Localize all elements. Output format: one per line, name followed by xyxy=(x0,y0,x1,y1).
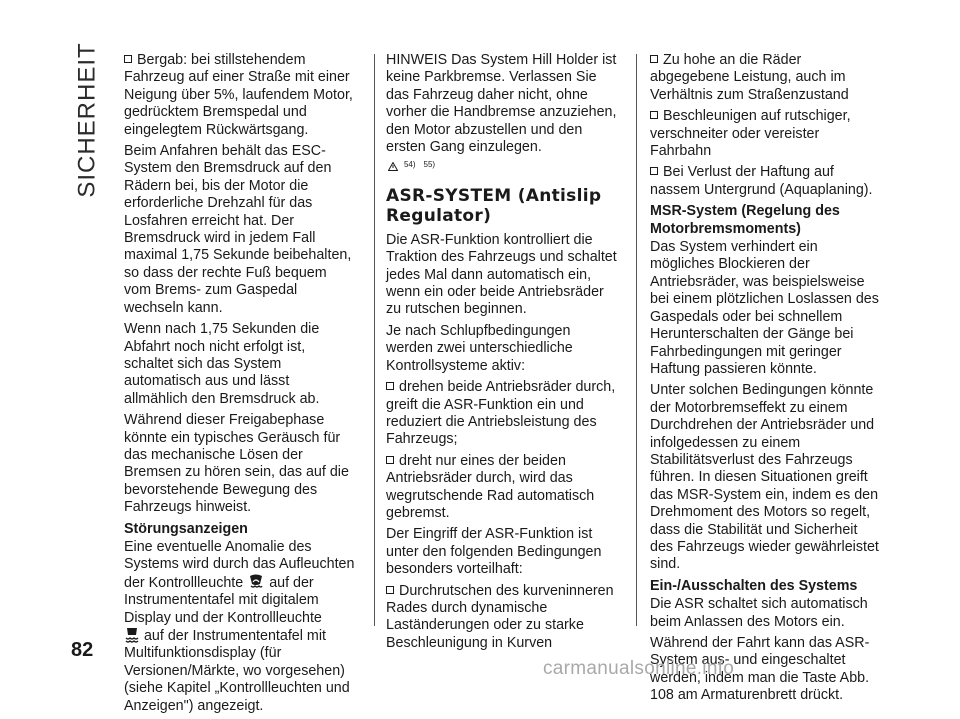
watermark: carmanualsonline.info xyxy=(543,658,735,679)
bullet-item: drehen beide Antriebsräder durch, greift die ASR-Funktion ein und reduziert die Antriebsleistung des Fahrzeugs; xyxy=(386,379,616,448)
paragraph: Wenn nach 1,75 Sekunden die Abfahrt noch nicht erfolgt ist, schaltet sich das System automatisch aus und lässt allmählich den Bremsdruck ab. xyxy=(124,321,320,407)
text-column-2 xyxy=(386,52,618,656)
subheading-ein-ausschalten: Ein-/Ausschalten des Systems xyxy=(650,577,858,594)
bullet-item: Durchrutschen des kurveninneren Rades durch dynamische Laständerungen oder zu starke Beschleunigung in Kurven xyxy=(386,582,614,651)
esc-warning-light-icon xyxy=(247,574,265,590)
checkbox-bullet-icon xyxy=(386,456,394,464)
paragraph: Eine eventuelle Anomalie des Systems wird durch das Aufleuchten der Kontrollleuchte auf der Instrumententafel mit digitalem Display und der Kontrollleuchte auf der Instrumententafel mit Multifunktionsdisplay (für Versionen/Märkte, wo vorgesehen) (siehe Kapitel „Kontrollleuchten und Anzeigen") angezeigt. xyxy=(124,538,355,714)
checkbox-bullet-icon xyxy=(650,111,658,119)
bullet-item: Zu hohe an die Räder abgegebene Leistung, auch im Verhältnis zum Straßenzustand xyxy=(650,52,849,103)
bullet-item: dreht nur eines der beiden Antriebsräder durch, wird das wegrutschende Rad automatisch gebremst. xyxy=(386,452,595,521)
column-divider-1 xyxy=(374,54,375,626)
paragraph: Je nach Schlupfbedingungen werden zwei unterschiedliche Kontrollsysteme aktiv: xyxy=(386,322,573,374)
column-divider-2 xyxy=(636,54,637,626)
paragraph: Der Eingriff der ASR-Funktion ist unter den folgenden Bedingungen besonders vorteilhaft: xyxy=(386,526,602,578)
reference-note: 54) xyxy=(403,160,416,170)
section-title xyxy=(58,40,118,200)
text-column-3 xyxy=(650,52,882,709)
bullet-item: Bergab: bei stillstehendem Fahrzeug auf einer Straße mit einer Neigung über 5%, laufendem Motor, gedrücktem Bremspedal und eingelegtem Rückwärtsgang. xyxy=(124,52,353,138)
warning-triangle-icon xyxy=(388,162,398,171)
subheading-stoerungsanzeigen: Störungsanzeigen xyxy=(124,520,248,537)
paragraph: Während der Fahrt kann das ASR-System aus- und eingeschaltet werden, indem man die Taste Abb. 108 am Armaturenbrett drückt. xyxy=(650,635,870,704)
paragraph: Beim Anfahren behält das ESC-System den Bremsdruck auf den Rädern bei, bis der Motor die erforderliche Drehzahl für das Losfahren erreicht hat. Der Bremsdruck wird in jedem Fall maximal 1,75 Sekunde beibehalten, so dass der rechte Fuß bequem vom Brems- zum Gaspedal wechseln kann. xyxy=(124,143,352,316)
heading-asr-system: ASR-SYSTEM (Antislip Regulator) xyxy=(386,185,602,226)
esc-indicator-icon xyxy=(124,627,140,643)
text-column-1 xyxy=(124,52,356,719)
paragraph-hinweis: HINWEIS Das System Hill Holder ist keine Parkbremse. Verlassen Sie das Fahrzeug daher nicht, ohne vorher die Handbremse anzuziehen, den Motor abzustellen und den ersten Gang einzulegen. $^{54)}$ $^{55)}$ xyxy=(386,52,617,170)
subheading-msr-system: MSR-System (Regelung des Motorbremsmoments) xyxy=(650,203,840,237)
checkbox-bullet-icon xyxy=(386,586,394,594)
paragraph: Unter solchen Bedingungen könnte der Motorbremseffekt zu einem Durchdrehen der Antriebsräder und infolgedessen zu einem Stabilitätsverlust des Fahrzeugs führen. In diesen Situationen greift das MSR-System ein, indem es den Drehmoment des Motors so regelt, dass die Stabilität und Sicherheit des Fahrzeugs wieder gewährleistet sind. xyxy=(650,382,879,573)
page-number: 82 xyxy=(71,639,94,661)
checkbox-bullet-icon xyxy=(386,382,394,390)
bullet-item: Bei Verlust der Haftung auf nassem Untergrund (Aquaplaning). xyxy=(650,164,873,198)
section-title-text: SICHERHEIT xyxy=(74,42,102,198)
paragraph: Während dieser Freigabephase könnte ein typisches Geräusch für das mechanische Lösen der Bremsen zu hören sein, das auf die bevorstehende Bewegung des Fahrzeugs hinweist. xyxy=(124,412,349,516)
paragraph: Die ASR-Funktion kontrolliert die Traktion des Fahrzeugs und schaltet jedes Mal dann automatisch ein, wenn ein oder beide Antriebsräder zu rutschen beginnen. xyxy=(386,231,617,318)
checkbox-bullet-icon xyxy=(650,167,658,175)
reference-note: 55) xyxy=(423,160,436,170)
checkbox-bullet-icon xyxy=(124,55,132,63)
bullet-item: Beschleunigen auf rutschiger, verschneiter oder vereister Fahrbahn xyxy=(650,108,851,160)
checkbox-bullet-icon xyxy=(650,55,658,63)
paragraph: Das System verhindert ein mögliches Blockieren der Antriebsräder, was beispielsweise bei einem plötzlichen Loslassen des Gaspedals oder bei schnellem Herunterschalten der Gänge bei Fahrbedingungen mit geringer Haftung passieren könnte. xyxy=(650,239,879,377)
paragraph: Die ASR schaltet sich automatisch beim Anlassen des Motors ein. xyxy=(650,596,868,630)
